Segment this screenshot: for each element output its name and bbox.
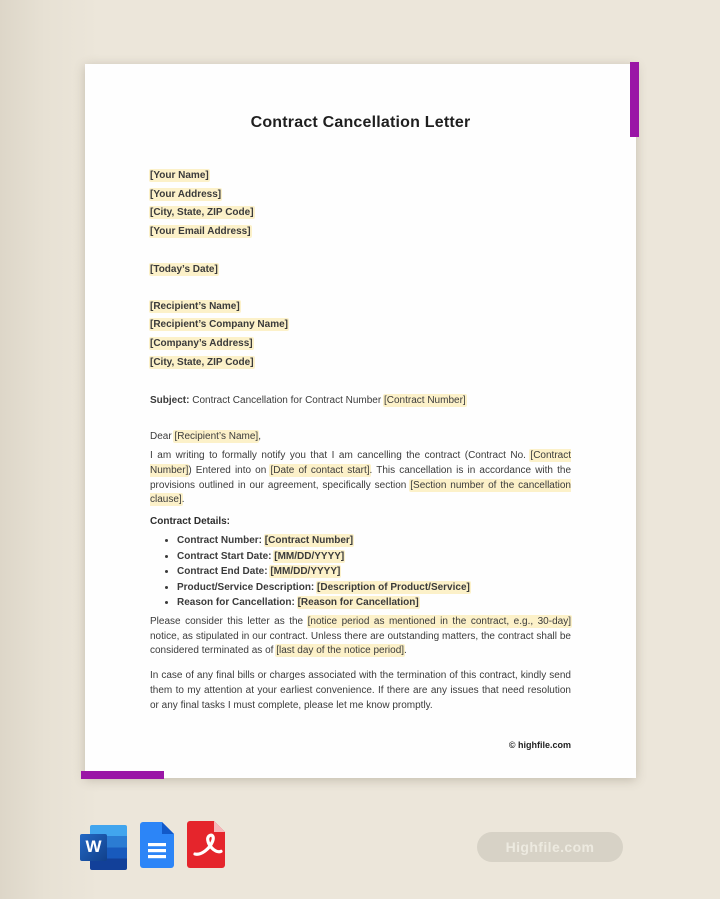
date-line: [Today’s Date]	[150, 263, 218, 275]
pdf-icon[interactable]	[187, 821, 225, 873]
word-letter-badge: W	[80, 834, 107, 861]
detail-end-date: • Contract End Date: [MM/DD/YYYY]	[177, 564, 571, 580]
body-paragraph-2: Please consider this letter as the [notice period as mentioned in the contract, e.g., 30-day] notice, as stipulated in our contract. Unless there are outstanding matters, the contract shall be considered terminated as of [last day of the notice period].	[150, 615, 571, 657]
document-title: Contract Cancellation Letter	[250, 114, 471, 131]
subject-line: Subject: Contract Cancellation for Contract Number [Contract Number]	[150, 395, 466, 407]
sender-name-line: [Your Name]	[150, 170, 209, 181]
file-format-icons	[80, 823, 225, 871]
highfile-watermark-badge[interactable]: Highfile.com	[477, 832, 623, 862]
contract-details-list	[150, 533, 571, 611]
sender-address-line: [Your Address]	[150, 188, 222, 200]
recipient-company-line: [Recipient’s Company Name]	[150, 319, 288, 331]
recipient-name-line: [Recipient’s Name]	[150, 300, 240, 312]
sender-address-block	[150, 167, 571, 242]
sender-city-line: [City, State, ZIP Code]	[150, 207, 254, 219]
document-page	[85, 64, 636, 778]
detail-start-date: • Contract Start Date: [MM/DD/YYYY]	[177, 549, 571, 565]
detail-cancellation-reason: • Reason for Cancellation: [Reason for Cancellation]	[177, 595, 571, 611]
body-paragraph-3: In case of any final bills or charges associated with the termination of this contract, kindly send them to my attention at your earliest convenience. If there are any issues that need resolution or any final tasks I must complete, please let me know promptly.	[150, 670, 571, 711]
purple-accent-bar-bottom-left	[81, 771, 164, 779]
recipient-city-line: [City, State, ZIP Code]	[150, 356, 254, 368]
word-icon[interactable]	[80, 825, 127, 870]
page-copyright: © highfile.com	[508, 740, 571, 750]
company-address-line: [Company’s Address]	[150, 337, 253, 349]
google-docs-icon[interactable]	[140, 822, 174, 873]
body-paragraph-1: I am writing to formally notify you that I am cancelling the contract (Contract No. [Contract Number]) Entered into on [Date of contact start]. This cancellation is in accordance with the provisions outlined in our agreement, specifically section [Section number of the cancellation clause].	[150, 450, 572, 506]
detail-product-description: • Product/Service Description: [Description of Product/Service]	[177, 580, 571, 596]
recipient-address-block	[150, 298, 571, 373]
greeting-line: Dear [Recipient’s Name],	[150, 431, 261, 443]
contract-details-heading: Contract Details:	[150, 516, 231, 528]
purple-accent-bar-top-right	[630, 62, 639, 137]
sender-email-line: [Your Email Address]	[150, 226, 251, 238]
detail-contract-number: • Contract Number: [Contract Number]	[177, 533, 571, 549]
